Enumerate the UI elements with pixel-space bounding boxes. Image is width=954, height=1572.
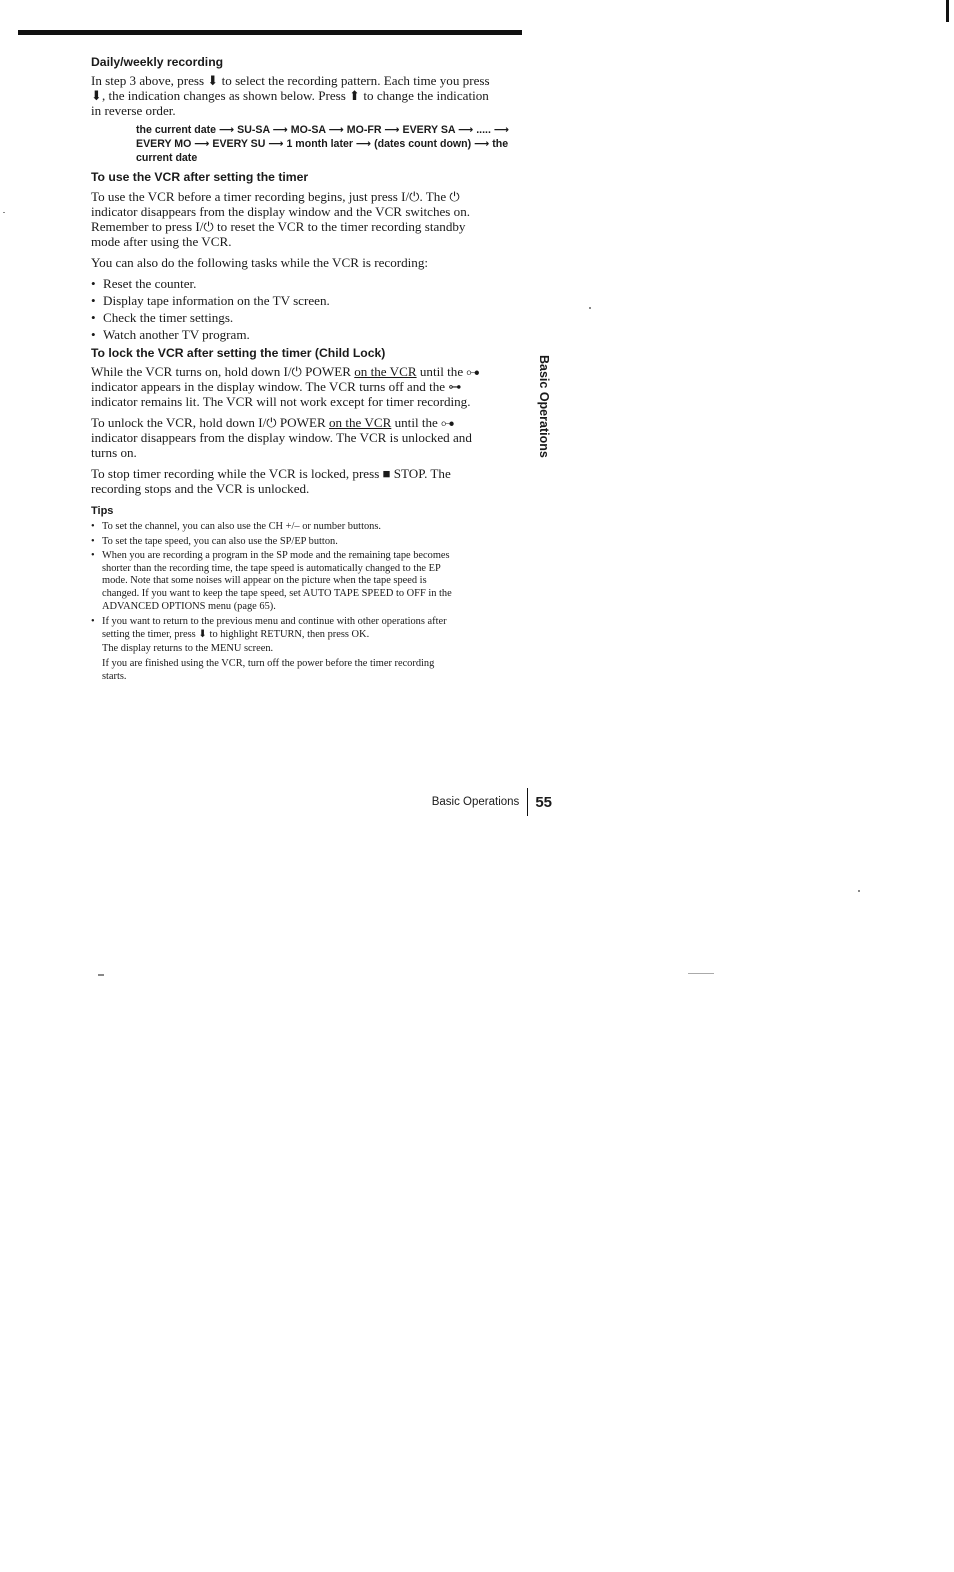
- edge-mark: [946, 0, 949, 22]
- text-run: To unlock the VCR, hold down I/⏻ POWER: [91, 415, 329, 430]
- list-item: • Reset the counter.: [91, 275, 521, 292]
- page-content: [91, 55, 521, 683]
- use-vcr-line: Remember to press I/⏻ to reset the VCR to the timer recording standby: [91, 219, 466, 234]
- heading-child-lock: To lock the VCR after setting the timer (Child Lock): [91, 346, 386, 360]
- task-list: [91, 275, 521, 343]
- underlined-text: on the VCR: [354, 364, 417, 379]
- child-lock-line: indicator appears in the display window. The VCR turns off and the ⊶: [91, 379, 462, 394]
- scan-speck: [858, 890, 860, 892]
- tip-item: • When you are recording a program in the SP mode and the remaining tape becomes: [91, 550, 521, 563]
- tip-item: • To set the tape speed, you can also use the SP/EP button.: [91, 536, 521, 549]
- use-vcr-line: To use the VCR before a timer recording begins, just press I/⏻. The ⏻: [91, 189, 460, 204]
- tips-list: [91, 521, 521, 683]
- sequence-line: EVERY MO ⟶ EVERY SU ⟶ 1 month later ⟶ (dates count down) ⟶ the: [136, 138, 509, 150]
- daily-intro-line: in reverse order.: [91, 103, 176, 118]
- underlined-text: on the VCR: [328, 415, 392, 430]
- daily-intro-line: In step 3 above, press ⬇ to select the recording pattern. Each time you press: [91, 73, 490, 88]
- tip-item: • To set the channel, you can also use the CH +/– or number buttons.: [91, 521, 521, 534]
- tip-item-continued: mode. Note that some noises will appear on the picture when the tape speed is: [102, 575, 427, 587]
- daily-intro-line: ⬇, the indication changes as shown below. Press ⬆ to change the indication: [91, 88, 489, 103]
- tip-item-continued: starts.: [102, 670, 127, 682]
- footer-divider: [527, 788, 528, 816]
- text-run: until the ⊶: [416, 364, 480, 379]
- list-item: • Watch another TV program.: [91, 326, 521, 343]
- tip-item-continued: setting the timer, press ⬇ to highlight RETURN, then press OK.: [102, 628, 370, 640]
- heading-daily-weekly: Daily/weekly recording: [91, 55, 224, 69]
- tip-item-continued: changed. If you want to keep the tape speed, set AUTO TAPE SPEED to OFF in the: [102, 587, 452, 599]
- list-item: • Display tape information on the TV screen.: [91, 292, 521, 309]
- use-vcr-line: indicator disappears from the display window and the VCR switches on.: [91, 204, 471, 219]
- tips-heading: Tips: [91, 505, 114, 517]
- stop-line: recording stops and the VCR is unlocked.: [91, 481, 310, 496]
- child-lock-line: indicator remains lit. The VCR will not work except for timer recording.: [91, 394, 471, 409]
- side-section-tab: Basic Operations: [537, 355, 551, 458]
- stop-line: To stop timer recording while the VCR is locked, press ■ STOP. The: [91, 466, 451, 481]
- text-run: While the VCR turns on, hold down I/⏻ POWER: [91, 364, 355, 379]
- child-lock-line: [91, 364, 521, 379]
- tip-item-continued: The display returns to the MENU screen.: [102, 643, 274, 655]
- list-item: • Check the timer settings.: [91, 309, 521, 326]
- tip-item: • If you want to return to the previous menu and continue with other operations after: [91, 616, 521, 629]
- page-number: 55: [535, 793, 552, 811]
- sequence-line: the current date ⟶ SU-SA ⟶ MO-SA ⟶ MO-FR ⟶ EVERY SA ⟶ ..... ⟶: [136, 124, 510, 136]
- unlock-line: indicator disappears from the display window. The VCR is unlocked and: [91, 430, 472, 445]
- text-run: until the ⊶: [391, 415, 455, 430]
- unlock-line: turns on.: [91, 445, 137, 460]
- tip-item-continued: shorter than the recording time, the tape speed is automatically changed to the EP: [102, 562, 441, 574]
- sequence-line: current date: [136, 152, 198, 164]
- footer-section-label: Basic Operations: [431, 796, 520, 808]
- scan-speck: [688, 973, 714, 974]
- scan-speck: [589, 307, 591, 309]
- top-rule: [18, 30, 522, 35]
- page-footer: [432, 788, 552, 816]
- scan-speck: [3, 212, 5, 213]
- scan-speck: [98, 974, 104, 976]
- tip-item-continued: ADVANCED OPTIONS menu (page 65).: [102, 600, 276, 612]
- heading-use-vcr: To use the VCR after setting the timer: [91, 170, 309, 184]
- use-vcr-tasks-intro: You can also do the following tasks while the VCR is recording:: [91, 255, 429, 270]
- use-vcr-line: mode after using the VCR.: [91, 234, 232, 249]
- tip-item-continued: If you are finished using the VCR, turn off the power before the timer recording: [102, 657, 435, 669]
- unlock-line: [91, 415, 521, 430]
